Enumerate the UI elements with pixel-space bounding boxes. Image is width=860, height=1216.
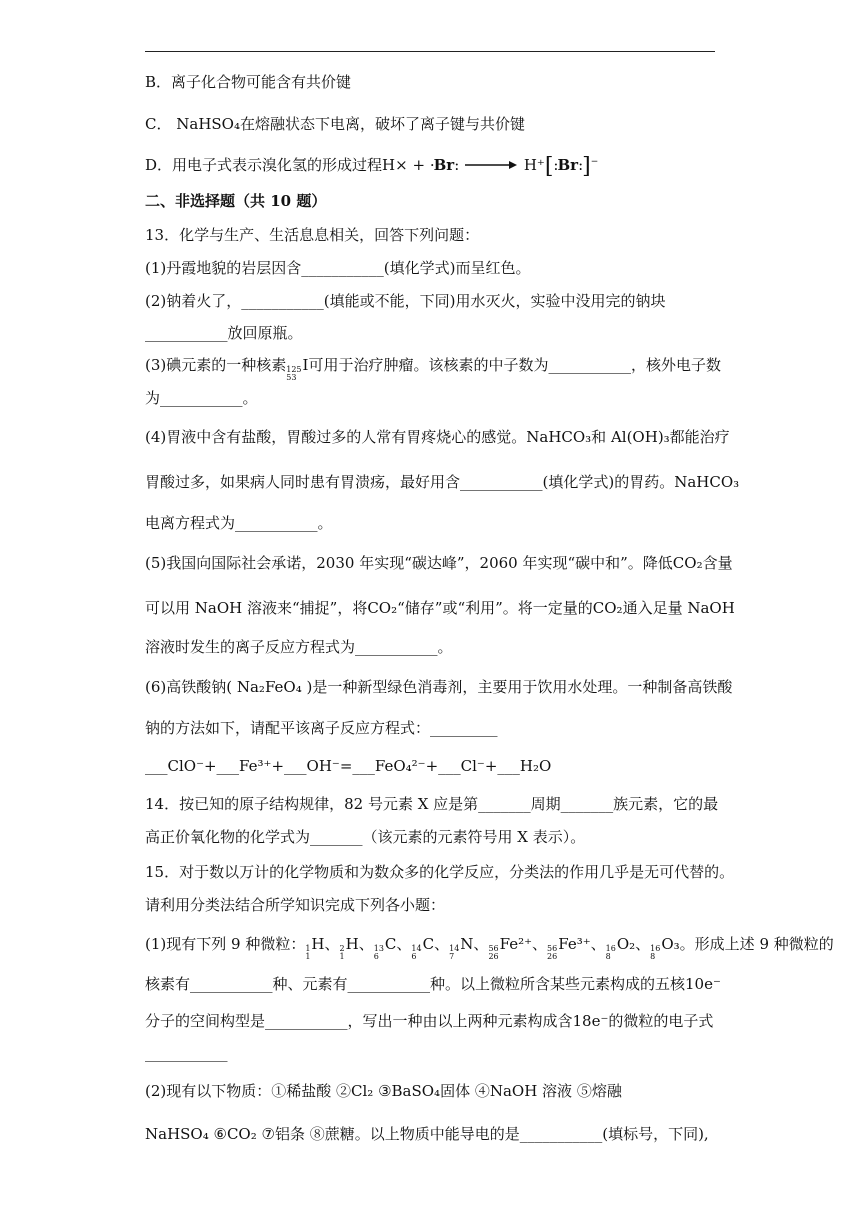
q15-part2a: (2)现有以下物质：①稀盐酸 ②Cl₂ ③BaSO₄固体 ④NaOH 溶液 ⑤熔融 <box>145 1082 622 1100</box>
iodine-atomic: 53 <box>286 373 297 382</box>
iodine-mass: 125 <box>286 365 302 374</box>
nuclide-atomic: 1 <box>339 952 345 961</box>
electron-dots-inner-right: : <box>578 156 583 174</box>
bromide-charge: − <box>590 157 599 167</box>
nuclide-atomic: 6 <box>373 952 379 961</box>
q14-line1: 14．按已知的原子结构规律，82 号元素 X 应是第_______周期_______族元素，它的最 <box>145 795 719 813</box>
q13-part3a-start: (3)碘元素的一种核素 <box>145 356 287 374</box>
nuclide-item <box>373 935 412 961</box>
nuclide-atomic: 6 <box>411 952 417 961</box>
left-bracket-icon: [ <box>544 154 554 179</box>
q15-part1a-prefix: (1)现有下列 9 种微粒： <box>145 935 306 953</box>
nuclide-numbers <box>340 945 345 961</box>
electron-dots-right: : <box>454 156 459 174</box>
nuclide-symbol: O₃ <box>661 935 680 953</box>
option-d-prefix: D．用电子式表示溴化氢的形成过程 <box>145 156 383 174</box>
hydrogen-symbol: H× <box>382 156 408 174</box>
option-c: C． NaHSO₄在熔融状态下电离，破坏了离子键与共价键 <box>145 115 525 133</box>
q13-part5a: (5)我国向国际社会承诺，2030 年实现“碳达峰”，2060 年实现“碳中和”。降低CO₂含量 <box>145 554 733 572</box>
q13-part6b: 钠的方法如下，请配平该离子反应方程式：_________ <box>145 719 498 737</box>
nuclide-atomic: 1 <box>305 952 311 961</box>
nuclide-symbol: Fe³⁺ <box>558 935 591 953</box>
option-b: B．离子化合物可能含有共价键 <box>145 73 352 91</box>
nuclide-numbers <box>305 945 310 961</box>
nuclide-atomic: 8 <box>605 952 611 961</box>
plus-sign: + <box>412 156 426 174</box>
nuclide-item <box>650 935 680 961</box>
q13-part1: (1)丹霞地貌的岩层因含___________(填化学式)而呈红色。 <box>145 259 531 277</box>
nuclide-numbers <box>488 945 498 961</box>
q13-stem: 13．化学与生产、生活息息相关，回答下列问题： <box>145 226 480 244</box>
nuclide-mass: 14 <box>411 944 422 953</box>
q15-part1d: ___________ <box>145 1044 228 1062</box>
nuclide-mass: 14 <box>449 944 460 953</box>
nuclide-mass: 1 <box>305 944 311 953</box>
nuclide-item <box>605 935 651 961</box>
nuclide-separator: 、 <box>532 935 548 953</box>
reaction-arrow-icon <box>463 159 519 171</box>
nuclide-separator: 、 <box>396 935 412 953</box>
q13-part5b: 可以用 NaOH 溶液来“捕捉”，将CO₂“储存”或“利用”。将一定量的CO₂通入足量 NaOH <box>145 599 735 617</box>
nuclide-separator: 、 <box>324 935 340 953</box>
nuclide-item <box>411 935 450 961</box>
q13-part3b: 为___________。 <box>145 389 258 407</box>
nuclide-separator: 、 <box>590 935 606 953</box>
q13-part6a: (6)高铁酸钠( Na₂FeO₄ )是一种新型绿色消毒剂，主要用于饮用水处理。一种制备高铁酸 <box>145 678 733 696</box>
nuclide-atomic: 7 <box>449 952 455 961</box>
section-title: 二、非选择题（共 10 题） <box>145 192 327 210</box>
nuclide-symbol: H <box>345 935 359 953</box>
nuclide-mass: 2 <box>339 944 345 953</box>
nuclide-symbol: C <box>384 935 397 953</box>
nuclide-symbol: Fe²⁺ <box>499 935 533 953</box>
q15-part1a-suffix: 。形成上述 9 种微粒的 <box>679 935 834 953</box>
nuclide-atomic: 8 <box>650 952 656 961</box>
q13-part2a: (2)钠着火了，___________(填能或不能，下同)用水灭火，实验中没用完的钠块 <box>145 292 666 310</box>
nuclide-item <box>305 935 340 961</box>
nuclide-separator: 、 <box>635 935 651 953</box>
q13-part3a-end: I可用于治疗肿瘤。该核素的中子数为___________，核外电子数 <box>302 356 721 374</box>
nuclide-item <box>339 935 374 961</box>
nuclide-numbers <box>606 945 616 961</box>
nuclide-mass: 16 <box>605 944 616 953</box>
nuclide-mass: 16 <box>650 944 661 953</box>
q15-part1c: 分子的空间构型是___________，写出一种由以上两种元素构成含18e⁻的微粒的电子式 <box>145 1012 714 1030</box>
iodine-nuclide <box>286 366 301 382</box>
top-divider <box>145 51 715 52</box>
q15-part1b: 核素有___________种、元素有___________种。以上微粒所含某些元素构成的五核10e⁻ <box>145 975 721 993</box>
q13-part4b: 胃酸过多，如果病人同时患有胃溃疡，最好用含___________(填化学式)的胃药。NaHCO₃ <box>145 473 740 491</box>
nuclide-separator: 、 <box>473 935 489 953</box>
nuclide-atomic: 26 <box>547 952 558 961</box>
option-d <box>145 155 598 177</box>
nuclide-atomic: 26 <box>488 952 499 961</box>
nuclide-numbers <box>547 945 557 961</box>
nuclide-mass: 56 <box>488 944 499 953</box>
nuclide-mass: 56 <box>547 944 558 953</box>
q15-line1: 15．对于数以万计的化学物质和为数众多的化学反应，分类法的作用几乎是无可代替的。 <box>145 863 735 881</box>
q13-part4a: (4)胃液中含有盐酸，胃酸过多的人常有胃疼烧心的感觉。NaHCO₃和 Al(OH)₃都能治疗 <box>145 428 730 446</box>
q14-line2: 高正价氧化物的化学式为_______（该元素的元素符号用 X 表示）。 <box>145 828 586 846</box>
nuclide-mass: 13 <box>373 944 384 953</box>
nuclide-symbol: C <box>422 935 435 953</box>
nuclide-symbol: H <box>311 935 325 953</box>
q13-part3a <box>145 355 721 382</box>
hydrogen-ion: H⁺ <box>523 156 545 174</box>
q15-part2b: NaHSO₄ ⑥CO₂ ⑦铝条 ⑧蔗糖。以上物质中能导电的是___________(填标号，下同), <box>145 1125 709 1143</box>
bromine-atom: Br <box>433 156 455 174</box>
nuclide-numbers <box>374 945 384 961</box>
q13-part2b: ___________放回原瓶。 <box>145 324 303 342</box>
q15-line2: 请利用分类法结合所学知识完成下列各小题： <box>145 896 446 914</box>
q13-part6-equation: ___ClO⁻+___Fe³⁺+___OH⁻=___FeO₄²⁻+___Cl⁻+___H₂O <box>145 757 552 775</box>
nuclide-separator: 、 <box>358 935 374 953</box>
nuclide-separator: 、 <box>434 935 450 953</box>
nuclide-item <box>547 935 606 961</box>
bromide-ion: Br <box>557 156 579 174</box>
nuclide-symbol: N <box>460 935 474 953</box>
nuclide-symbol: O₂ <box>616 935 636 953</box>
nuclide-numbers <box>650 945 660 961</box>
nuclide-item <box>449 935 489 961</box>
right-bracket-icon: ] <box>582 154 591 179</box>
q13-part4c: 电离方程式为___________。 <box>145 514 333 532</box>
nuclide-numbers <box>411 945 421 961</box>
q13-part5c: 溶液时发生的离子反应方程式为___________。 <box>145 638 453 656</box>
nuclide-item <box>488 935 548 961</box>
nuclide-numbers <box>449 945 459 961</box>
nuclide-list <box>305 935 680 961</box>
electron-dots-left: · <box>429 156 434 174</box>
electron-dots-inner: : <box>553 156 558 174</box>
q15-part1a <box>145 934 834 961</box>
